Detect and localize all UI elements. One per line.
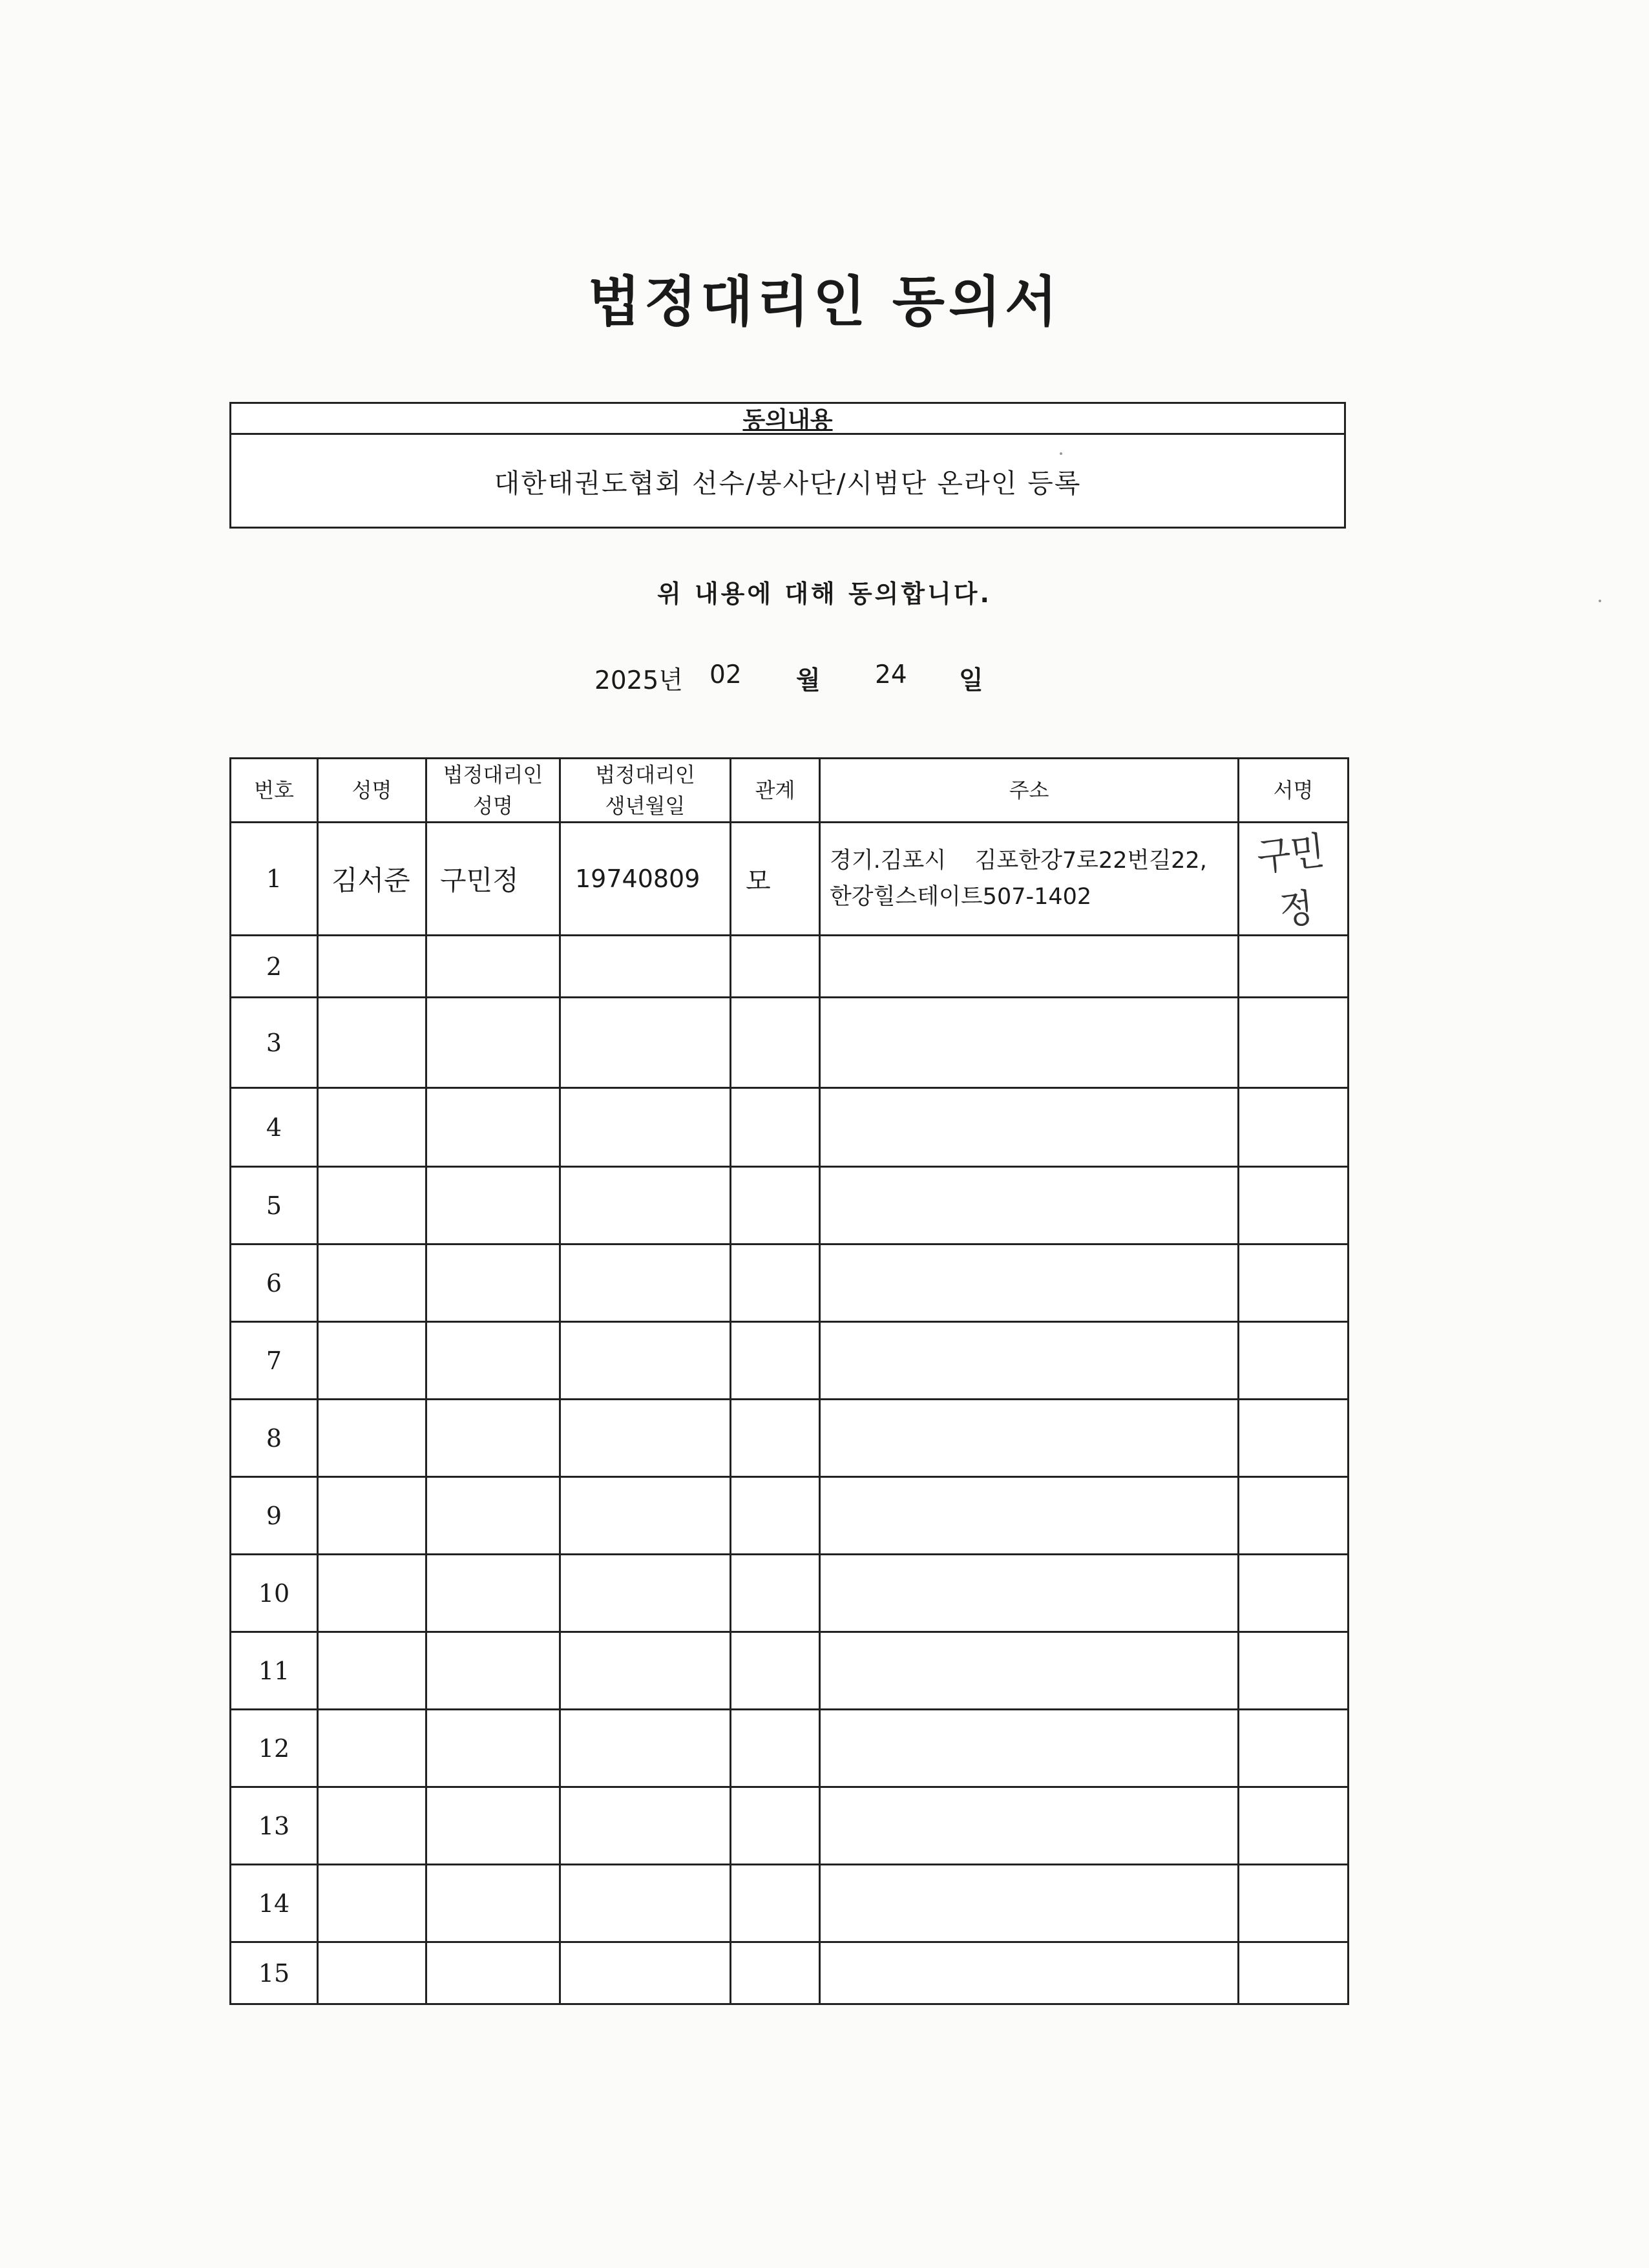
student-name	[318, 1088, 426, 1167]
student-name	[318, 1400, 426, 1477]
table-row	[231, 1865, 1349, 1942]
guardian-birthdate	[560, 1167, 731, 1244]
table-row	[231, 1322, 1349, 1400]
row-number: 3	[231, 998, 318, 1088]
guardian-birthdate	[560, 1787, 731, 1865]
table-row	[231, 1167, 1349, 1244]
student-name	[318, 1787, 426, 1865]
guardian-name	[426, 1942, 560, 2004]
address	[820, 1865, 1239, 1942]
signature-cell	[1239, 1244, 1349, 1322]
header-relation: 관계	[731, 759, 820, 823]
guardian-name	[426, 1088, 560, 1167]
header-signature: 서명	[1239, 759, 1349, 823]
address	[820, 1710, 1239, 1787]
relation	[731, 1632, 820, 1710]
relation	[731, 936, 820, 998]
guardian-name	[426, 1632, 560, 1710]
student-name	[318, 1167, 426, 1244]
address	[820, 1244, 1239, 1322]
guardian-name	[426, 1865, 560, 1942]
header-number: 번호	[231, 759, 318, 823]
row-number: 9	[231, 1477, 318, 1555]
relation	[731, 998, 820, 1088]
row-number: 14	[231, 1865, 318, 1942]
guardian-birthdate	[560, 998, 731, 1088]
signature-cell	[1239, 1865, 1349, 1942]
guardian-birthdate	[560, 1865, 731, 1942]
relation	[731, 1865, 820, 1942]
student-name	[318, 1632, 426, 1710]
address	[820, 1555, 1239, 1632]
address-line2: 한강힐스테이트507-1402	[830, 884, 1092, 910]
relation	[731, 1942, 820, 2004]
guardian-name	[426, 936, 560, 998]
address	[820, 1400, 1239, 1477]
address	[820, 936, 1239, 998]
signature-cell	[1239, 936, 1349, 998]
table-row	[231, 1632, 1349, 1710]
row-number: 13	[231, 1787, 318, 1865]
header-guardian-name-line2: 성명	[473, 793, 513, 818]
address	[820, 1787, 1239, 1865]
address	[820, 1322, 1239, 1400]
student-name	[318, 1555, 426, 1632]
header-guardian-name-line1: 법정대리인	[443, 762, 543, 787]
table-row	[231, 1244, 1349, 1322]
signature-cell	[1239, 823, 1349, 936]
address	[820, 1477, 1239, 1555]
guardian-name	[426, 1167, 560, 1244]
signature-cell	[1239, 1167, 1349, 1244]
table-row	[231, 1555, 1349, 1632]
relation	[731, 1322, 820, 1400]
signature-cell	[1239, 1710, 1349, 1787]
signature-cell	[1239, 998, 1349, 1088]
signature-cell	[1239, 1088, 1349, 1167]
student-name	[318, 936, 426, 998]
student-name: 김서준	[318, 823, 426, 936]
guardian-name	[426, 1555, 560, 1632]
row-number: 12	[231, 1710, 318, 1787]
student-name	[318, 1322, 426, 1400]
scan-speck	[1599, 600, 1601, 602]
guardian-birthdate	[560, 1400, 731, 1477]
row-number: 6	[231, 1244, 318, 1322]
consent-content: 대한태권도협회 선수/봉사단/시범단 온라인 등록	[494, 467, 1082, 499]
guardian-name	[426, 1400, 560, 1477]
signature-cell	[1239, 1555, 1349, 1632]
guardian-birthdate: 19740809	[560, 823, 731, 936]
address-line1: 경기.김포시 김포한강7로22번길22,	[830, 848, 1207, 874]
table-row	[231, 936, 1349, 998]
header-guardian-name	[426, 759, 560, 823]
student-name	[318, 998, 426, 1088]
guardian-name	[426, 1322, 560, 1400]
scan-speck	[1060, 452, 1062, 455]
guardian-name	[426, 1244, 560, 1322]
relation	[731, 1088, 820, 1167]
relation	[731, 1555, 820, 1632]
table-row	[231, 1710, 1349, 1787]
row-number: 11	[231, 1632, 318, 1710]
relation	[731, 1244, 820, 1322]
row-number: 7	[231, 1322, 318, 1400]
handwritten-signature: 구민정	[1254, 828, 1327, 934]
row-number: 4	[231, 1088, 318, 1167]
date-day: 24	[875, 660, 907, 689]
page-title: 법정대리인 동의서	[587, 270, 1062, 333]
header-guardian-birth-line2: 생년월일	[605, 793, 686, 818]
table-row	[231, 823, 1349, 936]
relation	[731, 1787, 820, 1865]
guardian-birthdate	[560, 1710, 731, 1787]
signature-cell	[1239, 1400, 1349, 1477]
row-number: 15	[231, 1942, 318, 2004]
table-row	[231, 1787, 1349, 1865]
header-guardian-birth	[560, 759, 731, 823]
guardian-birthdate	[560, 936, 731, 998]
relation	[731, 1400, 820, 1477]
relation	[731, 1477, 820, 1555]
guardian-name	[426, 1787, 560, 1865]
signature-cell	[1239, 1942, 1349, 2004]
row-number: 1	[231, 823, 318, 936]
student-name	[318, 1244, 426, 1322]
row-number: 5	[231, 1167, 318, 1244]
row-number: 8	[231, 1400, 318, 1477]
relation	[731, 1167, 820, 1244]
row-number: 2	[231, 936, 318, 998]
date-year: 2025년	[594, 666, 683, 695]
guardian-birthdate	[560, 1477, 731, 1555]
consent-box	[229, 402, 1346, 529]
header-name: 성명	[318, 759, 426, 823]
header-guardian-birth-line1: 법정대리인	[595, 762, 695, 787]
guardian-birthdate	[560, 1244, 731, 1322]
guardian-birthdate	[560, 1632, 731, 1710]
consent-header: 동의내용	[231, 404, 1344, 435]
student-name	[318, 1477, 426, 1555]
guardian-birthdate	[560, 1322, 731, 1400]
relation	[731, 1710, 820, 1787]
date-day-label: 일	[959, 666, 983, 695]
signature-cell	[1239, 1477, 1349, 1555]
table-row	[231, 1088, 1349, 1167]
address	[820, 998, 1239, 1088]
signature-cell	[1239, 1787, 1349, 1865]
row-number: 10	[231, 1555, 318, 1632]
date-month-label: 월	[796, 666, 821, 695]
relation: 모	[731, 823, 820, 936]
address	[820, 1167, 1239, 1244]
guardian-birthdate	[560, 1555, 731, 1632]
guardian-registry-table	[229, 757, 1349, 2005]
table-row	[231, 1477, 1349, 1555]
address	[820, 1942, 1239, 2004]
table-header-row	[231, 759, 1349, 823]
guardian-birthdate	[560, 1088, 731, 1167]
student-name	[318, 1710, 426, 1787]
guardian-name	[426, 998, 560, 1088]
guardian-name	[426, 1710, 560, 1787]
address	[820, 823, 1239, 936]
table-row	[231, 1942, 1349, 2004]
guardian-name	[426, 1477, 560, 1555]
student-name	[318, 1942, 426, 2004]
guardian-birthdate	[560, 1942, 731, 2004]
table-row	[231, 998, 1349, 1088]
address	[820, 1632, 1239, 1710]
header-address: 주소	[820, 759, 1239, 823]
address	[820, 1088, 1239, 1167]
guardian-name: 구민정	[426, 823, 560, 936]
signature-cell	[1239, 1632, 1349, 1710]
student-name	[318, 1865, 426, 1942]
agreement-sentence: 위 내용에 대해 동의합니다.	[657, 580, 992, 608]
date-month: 02	[709, 660, 742, 689]
table-row	[231, 1400, 1349, 1477]
signature-cell	[1239, 1322, 1349, 1400]
